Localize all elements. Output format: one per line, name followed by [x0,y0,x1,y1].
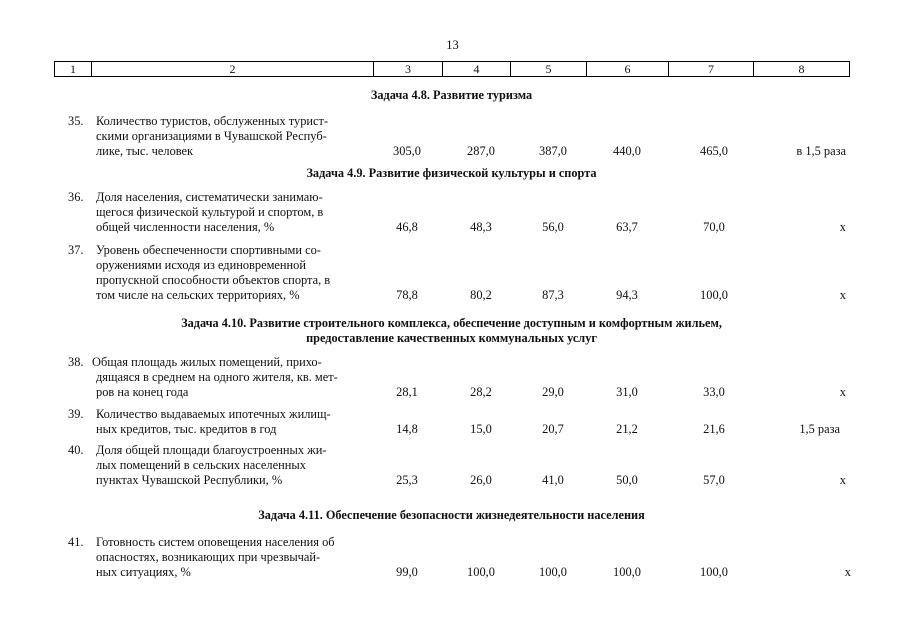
row-description [92,355,368,400]
value-col3: 46,8 [396,220,418,234]
value-col6: 21,2 [616,422,638,436]
value-col7: 100,0 [700,288,728,302]
value-col7: 57,0 [703,473,725,487]
value-col3: 25,3 [396,473,418,487]
column-header-table [54,61,850,77]
value-col6: 94,3 [616,288,638,302]
column-header-row [55,62,850,77]
column-header: 6 [587,62,669,77]
column-header: 1 [55,62,92,77]
value-col4: 15,0 [470,422,492,436]
value-col4: 80,2 [470,288,492,302]
row-description-line: Доля общей площади благоустроенных жи- [96,443,327,457]
value-col4: 26,0 [470,473,492,487]
page-number: 13 [446,38,459,52]
column-header: 4 [443,62,511,77]
value-col6: 63,7 [616,220,638,234]
row-description-line: ров на конец года [96,385,189,399]
value-col3: 99,0 [396,565,418,579]
row-description-line: Общая площадь жилых помещений, прихо- [92,355,322,369]
row-description [96,114,368,159]
row-description-line: лике, тыс. человек [96,144,194,158]
value-col5: 29,0 [542,385,564,399]
value-col5: 56,0 [542,220,564,234]
value-col5: 87,3 [542,288,564,302]
value-col6: 440,0 [613,144,641,158]
value-col7: 465,0 [700,144,728,158]
row-description-line: Уровень обеспеченности спортивными со- [96,243,321,257]
value-col5: 100,0 [539,565,567,579]
value-col4: 28,2 [470,385,492,399]
value-col3: 28,1 [396,385,418,399]
section-heading-line: Задача 4.10. Развитие строительного комплекса, обеспечение доступным и комфортным жильем, [181,316,722,330]
value-col6: 31,0 [616,385,638,399]
row-number: 39. [68,407,84,421]
row-description-line: пропускной способности объектов спорта, в [96,273,331,287]
row-number: 36. [68,190,84,204]
row-description-line: скими организациями в Чувашской Респуб- [96,129,327,143]
section-heading-4-8: Задача 4.8. Развитие туризма [370,88,533,102]
row-description-line: лых помещений в сельских населенных [96,458,306,472]
row-description-line: Доля населения, систематически занимаю- [96,190,323,204]
row-description [96,407,368,437]
value-col4: 287,0 [467,144,495,158]
value-col7: 100,0 [700,565,728,579]
row-description-line: том числе на сельских территориях, % [96,288,300,302]
value-col7: 21,6 [703,422,725,436]
value-col3: 14,8 [396,422,418,436]
section-heading-4-10 [54,316,849,346]
row-description-line: опасностях, возникающих при чрезвычай- [96,550,321,564]
row-number: 40. [68,443,84,457]
value-col8: в 1,5 раза [796,144,846,158]
row-description-line: ных ситуациях, % [96,565,191,579]
row-description-line: пунктах Чувашской Республики, % [96,473,283,487]
value-col8: х [844,565,851,579]
row-description [96,243,368,303]
section-heading-4-9: Задача 4.9. Развитие физической культуры и спорта [306,166,597,180]
value-col8: 1,5 раза [799,422,840,436]
row-description [96,190,368,235]
row-number: 37. [68,243,84,257]
value-col8: х [839,288,846,302]
row-description [96,535,368,580]
column-header: 7 [669,62,754,77]
value-col8: х [839,220,846,234]
value-col7: 33,0 [703,385,725,399]
value-col8: х [839,473,846,487]
column-header: 3 [374,62,443,77]
value-col3: 78,8 [396,288,418,302]
row-description [96,443,368,488]
value-col4: 100,0 [467,565,495,579]
row-description-line: Количество туристов, обслуженных турист- [96,114,329,128]
value-col5: 387,0 [539,144,567,158]
row-description-line: ных кредитов, тыс. кредитов в год [96,422,277,436]
row-number: 38. [68,355,84,369]
row-description-line: оружениями исходя из единовременной [96,258,307,272]
row-description-line: Количество выдаваемых ипотечных жилищ- [96,407,331,421]
row-description-line: общей численности населения, % [96,220,275,234]
section-heading-4-11: Задача 4.11. Обеспечение безопасности жизнедеятельности населения [258,508,645,522]
value-col5: 41,0 [542,473,564,487]
value-col8: х [839,385,846,399]
row-number: 35. [68,114,84,128]
column-header: 8 [754,62,850,77]
row-description-line: Готовность систем оповещения населения об [96,535,335,549]
value-col3: 305,0 [393,144,421,158]
column-header: 2 [92,62,374,77]
row-description-line: дящаяся в среднем на одного жителя, кв. мет- [96,370,338,384]
row-description-line: щегося физической культурой и спортом, в [96,205,324,219]
value-col4: 48,3 [470,220,492,234]
value-col6: 50,0 [616,473,638,487]
row-number: 41. [68,535,84,549]
value-col7: 70,0 [703,220,725,234]
value-col6: 100,0 [613,565,641,579]
value-col5: 20,7 [542,422,564,436]
section-heading-line: предоставление качественных коммунальных услуг [306,331,597,345]
column-header: 5 [511,62,587,77]
